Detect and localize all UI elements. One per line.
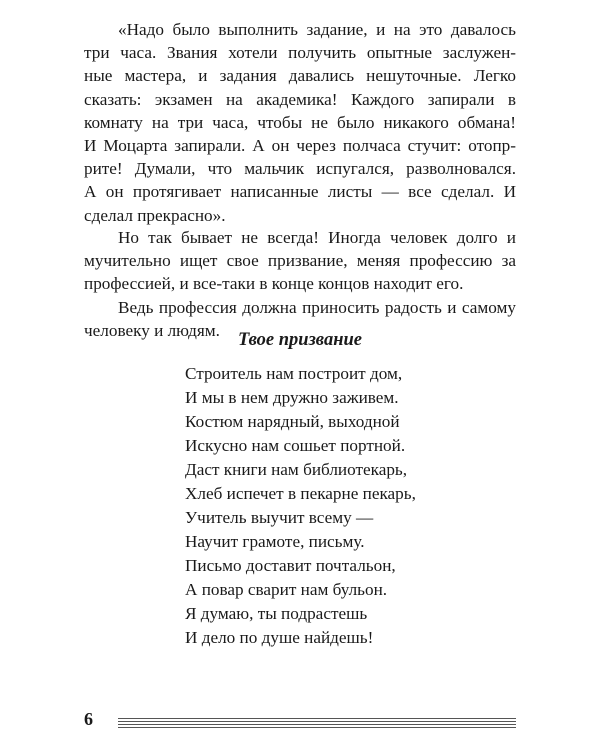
paragraph-calling: [84, 226, 516, 296]
poem-stanza: [185, 362, 402, 410]
text-line: сделал прекрасно».: [84, 205, 226, 225]
footer-rule: [118, 727, 516, 728]
text-line: «Надо было выполнить задание, и на это давалось: [118, 20, 516, 39]
poem-title: Твое призвание: [238, 330, 362, 350]
footer-rule: [118, 724, 516, 725]
text-line: сказать: экзамен на академика! Каждого запирали в: [84, 89, 516, 109]
poem-line: Строитель нам построит дом,: [185, 364, 403, 383]
poem-line: А повар сварит нам бульон.: [185, 580, 388, 599]
poem-line: Я думаю, ты подрастешь: [185, 604, 368, 623]
text-line: человеку и людям.: [84, 321, 220, 341]
poem-line: Костюм нарядный, выходной: [185, 412, 400, 431]
poem-stanza: [185, 506, 373, 554]
poem-line: Даст книги нам библиотекарь,: [185, 460, 408, 479]
poem-line: Научит грамоте, письму.: [185, 532, 365, 551]
poem-stanza: [185, 602, 373, 650]
paragraph-mozart-quote: [84, 18, 516, 227]
text-line: Но так бывает не всегда! Иногда человек долго и: [118, 228, 516, 247]
text-line: три часа. Звания хотели получить опытные заслужен-: [84, 43, 516, 63]
poem-line: Письмо доставит почтальон,: [185, 556, 396, 575]
footer-rule: [118, 721, 516, 722]
text-line: мучительно ищет свое призвание, меняя профессию за: [84, 251, 516, 271]
poem-line: Хлеб испечет в пекарне пекарь,: [185, 484, 416, 503]
text-line: Ведь профессия должна приносить радость и самому: [118, 298, 516, 317]
page-number: 6: [84, 709, 93, 729]
poem-stanza: [185, 458, 416, 506]
text-line: А он протягивает написанные листы — все сделал. И: [84, 182, 516, 202]
poem-line: Искусно нам сошьет портной.: [185, 436, 406, 455]
poem-line: И мы в нем дружно заживем.: [185, 388, 399, 407]
poem-line: Учитель выучит всему —: [185, 508, 374, 527]
poem-line: И дело по душе найдешь!: [185, 628, 374, 647]
text-line: комнату на три часа, чтобы не было никакого обмана!: [84, 112, 516, 132]
text-line: рите! Думали, что мальчик испугался, разволновался.: [84, 159, 516, 179]
text-line: ные мастера, и задания давались нешуточные. Легко: [84, 66, 516, 86]
text-line: И Моцарта запирали. А он через полчаса стучит: отопр-: [84, 136, 516, 156]
poem-stanza: [185, 554, 396, 602]
text-line: профессией, и все-таки в конце концов находит его.: [84, 274, 464, 294]
poem-stanza: [185, 410, 405, 458]
footer-rule: [118, 718, 516, 719]
